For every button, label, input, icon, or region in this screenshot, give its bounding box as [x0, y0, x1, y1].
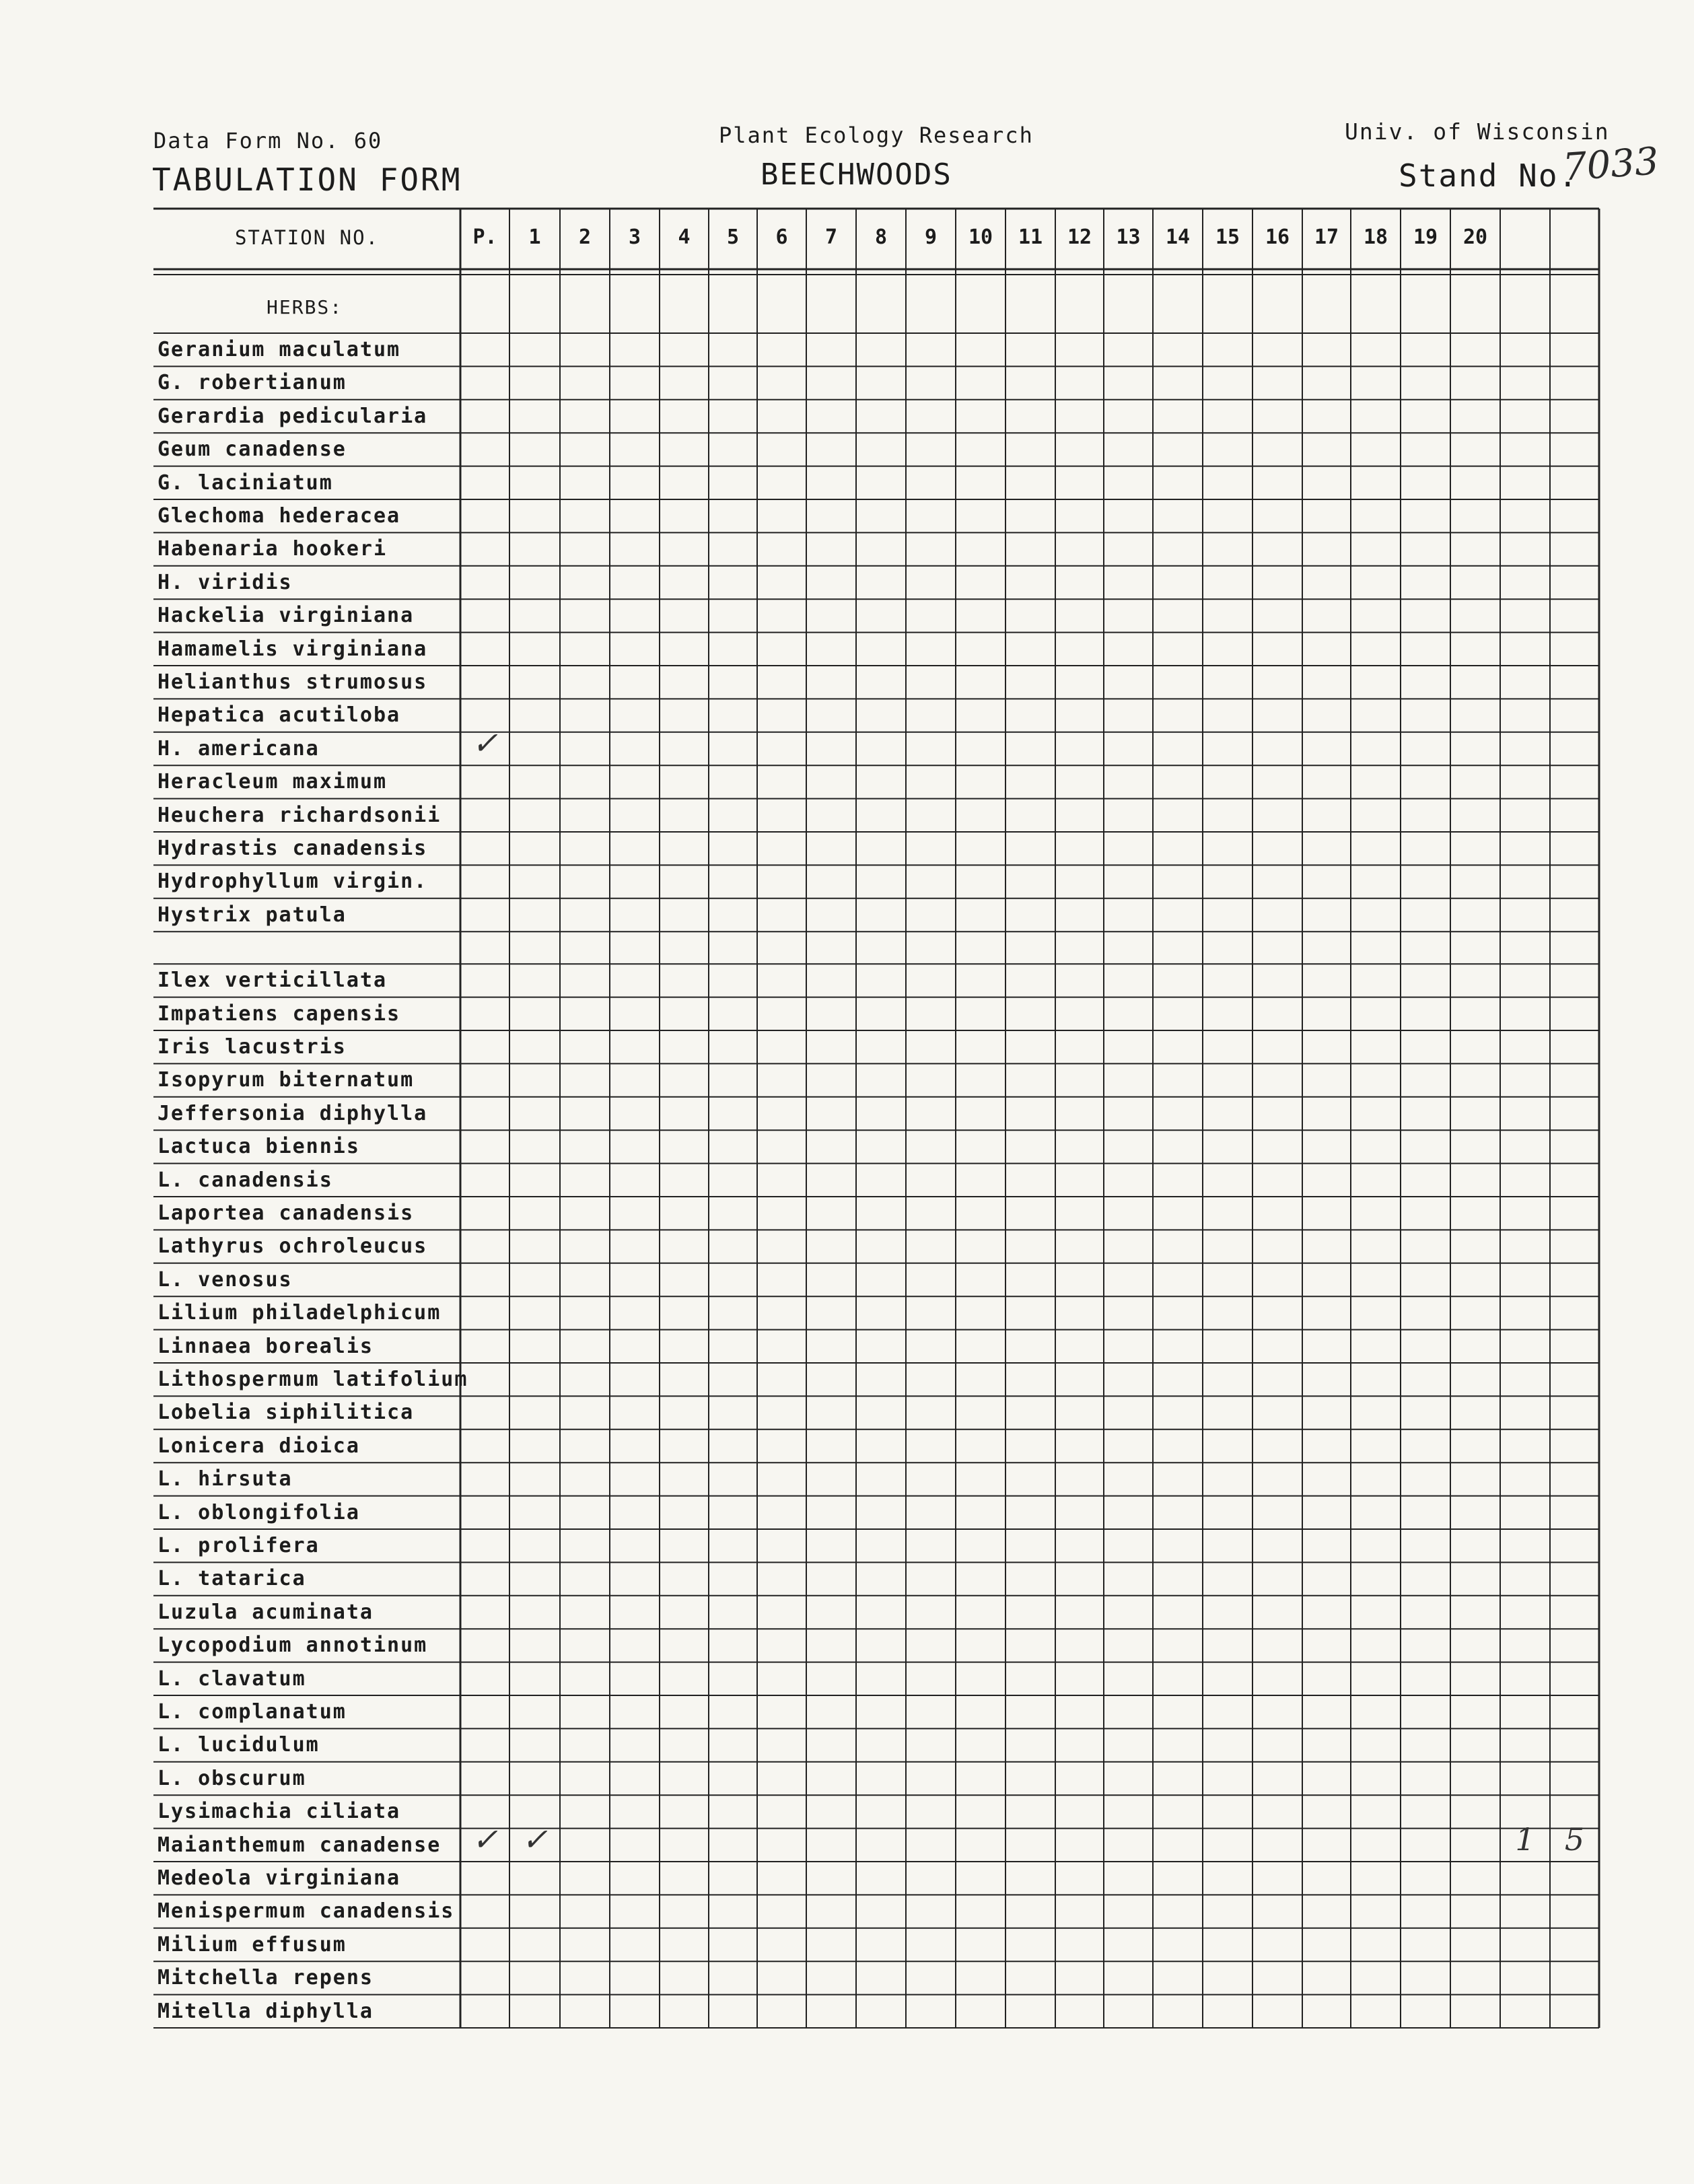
stand-number-label: Stand No.	[1399, 157, 1579, 194]
species-row-label: L. hirsuta	[157, 1467, 293, 1491]
column-header: 9	[924, 225, 938, 249]
column-header: 17	[1314, 225, 1339, 249]
column-header: 10	[968, 225, 993, 249]
column-header: 18	[1363, 225, 1388, 249]
station-number-header: STATION NO.	[234, 226, 380, 249]
species-row-label: Linnaea borealis	[157, 1334, 374, 1358]
tally-mark: 5	[1564, 1821, 1585, 1858]
column-header: P.	[472, 225, 497, 249]
species-row-label: Helianthus strumosus	[157, 670, 428, 694]
column-header: 5	[726, 225, 740, 249]
species-row-label: G. laciniatum	[157, 470, 333, 495]
species-row-label: Ilex verticillata	[157, 968, 388, 993]
species-row-label: Impatiens capensis	[157, 1001, 401, 1026]
species-row-label: L. lucidulum	[157, 1733, 320, 1757]
column-header: 20	[1462, 225, 1488, 249]
column-header	[1500, 221, 1550, 254]
species-row-label: Heracleum maximum	[157, 770, 388, 794]
species-row-label: Lycopodium annotinum	[157, 1633, 428, 1658]
species-row-label: Gerardia pedicularia	[157, 404, 428, 428]
species-row-label: Milium effusum	[157, 1932, 347, 1957]
species-row-label: Isopyrum biternatum	[157, 1068, 415, 1092]
species-row-label: Hydrophyllum virgin.	[157, 870, 428, 894]
species-row-label: L. prolifera	[157, 1534, 320, 1557]
column-header: 16	[1265, 225, 1290, 249]
species-row-label: Lysimachia ciliata	[157, 1800, 401, 1824]
tally-mark: ✓	[472, 1821, 498, 1858]
column-header	[1550, 221, 1599, 254]
species-row-label: Mitella diphylla	[157, 1999, 374, 2023]
species-row-label: Lilium philadelphicum	[157, 1301, 442, 1325]
species-row-label: Hepatica acutiloba	[157, 703, 401, 728]
organization-title: Plant Ecology Research	[719, 122, 1034, 148]
species-row-label: Heuchera richardsonii	[157, 803, 442, 827]
form-number: Data Form No. 60	[153, 128, 383, 153]
column-header: 12	[1067, 225, 1092, 249]
species-row-label: L. obscurum	[157, 1766, 306, 1790]
species-row-label: Jeffersonia diphylla	[157, 1101, 428, 1125]
species-row-label: Glechoma hederacea	[157, 504, 401, 528]
species-row-label: Geranium maculatum	[157, 338, 401, 361]
species-row-label: Lathyrus ochroleucus	[157, 1234, 428, 1259]
species-row-label: H. viridis	[157, 570, 293, 594]
species-row-label: L. venosus	[157, 1267, 293, 1292]
column-header: 3	[628, 225, 641, 249]
column-header: 2	[578, 225, 592, 249]
species-row-label: L. complanatum	[157, 1700, 347, 1724]
species-row-label: Lithospermum latifolium	[157, 1368, 468, 1391]
column-header: 19	[1413, 225, 1438, 249]
column-header: 8	[874, 225, 888, 249]
species-row-label: Hystrix patula	[157, 903, 347, 927]
species-row-label: Hackelia virginiana	[157, 604, 415, 628]
project-title: BEECHWOODS	[761, 157, 952, 192]
species-row-label: Menispermum canadensis	[157, 1899, 455, 1924]
tally-mark: ✓	[472, 724, 498, 761]
species-row-label: Hamamelis virginiana	[157, 637, 428, 661]
tally-mark: 1	[1515, 1821, 1535, 1858]
column-header: 13	[1116, 225, 1141, 249]
species-row-label: G. robertianum	[157, 371, 347, 395]
form-title: TABULATION FORM	[152, 162, 462, 198]
species-row-label: Iris lacustris	[157, 1035, 347, 1059]
column-header: 11	[1018, 225, 1043, 249]
species-row-label: Lobelia siphilitica	[157, 1401, 415, 1425]
column-header: 14	[1165, 225, 1191, 249]
species-row-label: Laportea canadensis	[157, 1201, 415, 1225]
column-header: 6	[775, 225, 788, 249]
column-header: 7	[824, 225, 838, 249]
column-header: 4	[678, 225, 691, 249]
species-row-label: Habenaria hookeri	[157, 537, 388, 561]
species-row-label: H. americana	[157, 736, 320, 761]
species-row-label: L. clavatum	[157, 1666, 306, 1691]
species-row-label: Medeola virginiana	[157, 1866, 401, 1890]
species-row-label: Lactuca biennis	[157, 1135, 360, 1159]
stand-number-value: 7033	[1561, 139, 1660, 190]
species-row-label: L. tatarica	[157, 1567, 306, 1591]
species-row-label: Luzula acuminata	[157, 1600, 374, 1624]
species-row-label: Maianthemum canadense	[157, 1833, 442, 1857]
species-row-label: Lonicera dioica	[157, 1434, 360, 1458]
column-header: 1	[528, 225, 541, 249]
species-row-label: Mitchella repens	[157, 1966, 374, 1990]
species-row-label: Hydrastis canadensis	[157, 837, 428, 860]
tally-mark: ✓	[522, 1821, 548, 1858]
column-header: 15	[1215, 225, 1240, 249]
species-row-label: L. canadensis	[157, 1168, 333, 1192]
species-row-label: Geum canadense	[157, 437, 347, 462]
university-label: Univ. of Wisconsin	[1345, 118, 1610, 145]
section-label-herbs: HERBS:	[267, 296, 343, 318]
species-row-label: L. oblongifolia	[157, 1500, 360, 1524]
